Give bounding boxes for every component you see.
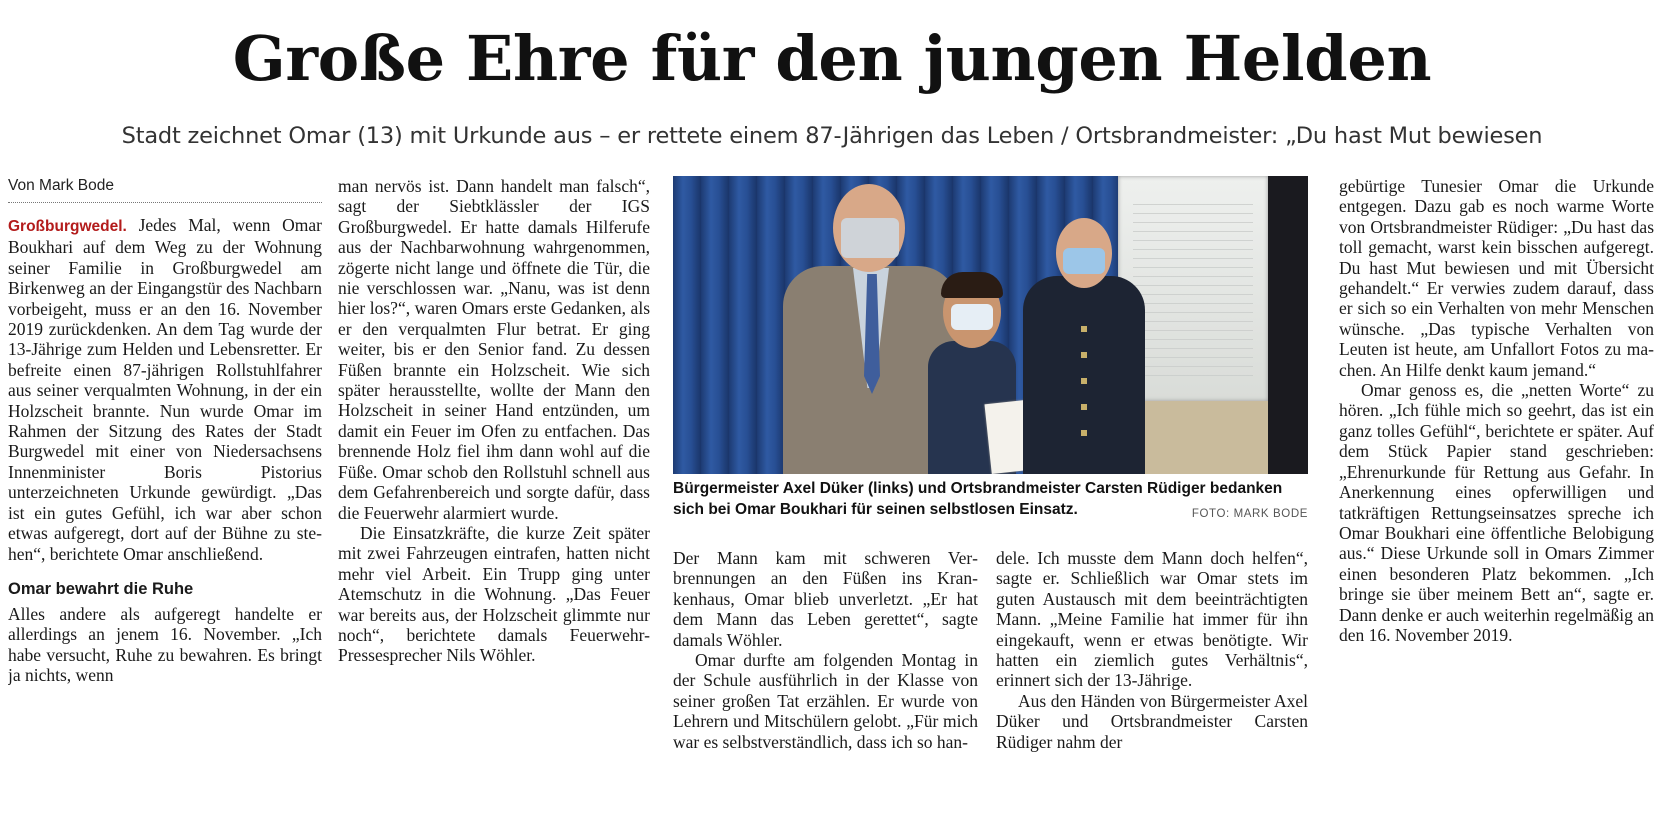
paragraph-text: Jedes Mal, wenn Omar Boukhari auf dem Weg zu der Wohnung seiner Familie in Großburgwedel am Birkenweg an der Eingangstür des Nachbarn vorbeigeht, muss er an den 16. November 2019 zurückdenken. An dem Tag wurde der 13-Jährige zum Helden und Lebensretter. Er befreite einen 87-jährigen Rollstuhlfahrer aus seiner verqualmten Wohnung, in der ein Holzscheit brannte. Nun wurde Omar im Rahmen der Sitzung des Rates der Stadt Burgwedel mit einer von Niedersachsens Innenminister Boris Pistorius unterzeichneten Urkunde gewürdigt. „Das ist ein gutes Gefühl, ich war aber schon etwas aufgeregt, dort auf der Bühne zu stehen“, berichtete Omar anschließend. (8, 215, 322, 564)
screen-content (1133, 196, 1253, 376)
article-column-4 (996, 548, 1308, 826)
paragraph: Omar genoss es, die „netten Worte“ zu hören. „Ich fühle mich so geehrt, das ist ein ganz tolles Gefühl“, berichtete er später. Auf dem Stück Papier stand geschrieben: „Ehrenurkunde für Rettung aus Gefahr. In Anerkennung eines opferwilligen und tatkräftigen Rettungseinsatzes spreche ich Omar Boukhari eine öffentliche Belobigung aus.“ Diese Urkunde soll in Omars Zimmer einen besonderen Platz bekommen. „Ich bringe sie über meinem Bett an“, sagte er. Dann denke er auch weiterhin regelmäßig an den 16. November 2019. (1339, 380, 1654, 645)
paragraph: Aus den Händen von Bürgermeister Axel Düker und Ortsbrandmeister Carsten Rüdiger nahm der (996, 690, 1308, 752)
paragraph: Die Einsatzkräfte, die kurze Zeit später mit zwei Fahrzeugen eintrafen, hatten nicht mehr viel Arbeit. Ein Trupp ging unter Atemschutz in die Wohnung. „Das Feuer war bereits aus, der Holzscheit glimmte nur noch“, berichtete damals Feuerwehr-Pressesprecher Nils Wöhler. (338, 522, 650, 666)
paragraph: man nervös ist. Dann handelt man falsch“, sagt der Siebtklässler der IGS Großburgwedel. Er hatte damals Hilferufe aus der Nachbarwohnung wahrgenommen, zögerte nicht lange und öffnete die Tür, die nie verschlossen war. „Nanu, was ist denn hier los?“, waren Omars erste Gedanken, als er den verqualmten Flur betrat. Er ging weiter, bis er den Senior fand. Zu dessen Füßen brannte ein Holzscheit. Wie sich später herausstellte, wollte der Mann den Holzscheit in seiner Hand entzünden, um damit ein Feuer im Ofen zu entfachen. Das brennende Holz fiel ihm dann wohl auf die Füße. Omar schob den Rollstuhl schnell aus dem Gefahrenbereich und sorgte dafür, dass die Feuerwehr alarmiert wurde. (338, 176, 650, 523)
photo-caption (673, 478, 1308, 525)
boy-hair (941, 272, 1003, 298)
subheading: Omar bewahrt die Ruhe (8, 579, 194, 598)
uniform-buttons (1081, 326, 1087, 436)
byline: Von Mark Bode (8, 176, 322, 203)
article-column-1 (8, 176, 322, 826)
place-name: Großburgwedel. (8, 218, 127, 235)
paragraph (8, 215, 322, 564)
paragraph: Der Mann kam mit schweren Verbrennungen an den Füßen ins Krankenhaus, Omar blieb unverletzt. „Er hat dem Mann das Leben gerettet“, sagte damals Wöhler. (673, 548, 978, 650)
paragraph: Alles andere als aufgeregt handelte er allerdings an jenem 16. November. „Ich habe versucht, Ruhe zu bewahren. Es bringt ja nichts, wenn (8, 603, 322, 686)
article-photo (673, 176, 1308, 474)
dark-wall (1268, 176, 1308, 474)
photo-credit: FOTO: MARK BODE (1191, 508, 1308, 520)
article-column-5 (1339, 176, 1654, 826)
paragraph: Omar durfte am folgenden Montag in der Schule ausführlich in der Klasse von seiner großen Tat erzählen. Er wurde von Lehrern und Mitschülern gelobt. „Für mich war es selbstverständlich, dass ich so han- (673, 650, 978, 752)
article-column-3 (673, 548, 978, 826)
paragraph: gebürtige Tunesier Omar die Urkunde entgegen. Dazu gab es noch warme Worte von Ortsbrandmeister Rüdiger: „Du hast das toll gemacht, warst kein bisschen aufgeregt. Du hast Mut bewiesen und mit Übersicht gehandelt.“ Er verwies zudem darauf, dass er sich so ein Verhalten von mehr Menschen wünsche. „Das typische Verhalten von Leuten ist heute, am Unfallort Fotos zu machen. An Hilfe denkt kaum jemand.“ (1339, 176, 1654, 380)
fire-chief-face-mask (1063, 248, 1105, 274)
subline: Stadt zeichnet Omar (13) mit Urkunde aus – er rettete einem 87-Jährigen das Leben / Ortsbrandmeister: „Du hast Mut bewiesen (121, 123, 1543, 149)
boy-face-mask (951, 304, 993, 330)
mayor-face-mask (841, 218, 899, 258)
article-column-2 (338, 176, 650, 826)
paragraph: dele. Ich musste dem Mann doch helfen“, sagte er. Schließlich war Omar stets im guten Austausch mit dem beeinträchtigten Mann. „Meine Familie hat immer für ihn eingekauft, wenn er etwas benötigte. Wir hatten ein ziemlich gutes Verhältnis“, erinnert sich der 13-Jährige. (996, 548, 1308, 691)
caption-text: Bürgermeister Axel Düker (links) und Ortsbrandmeister Carsten Rüdiger bedanken sich bei Omar Boukhari für seinen selbstlosen Einsatz. (673, 480, 1283, 518)
headline: Große Ehre für den jungen Helden (232, 22, 1432, 95)
